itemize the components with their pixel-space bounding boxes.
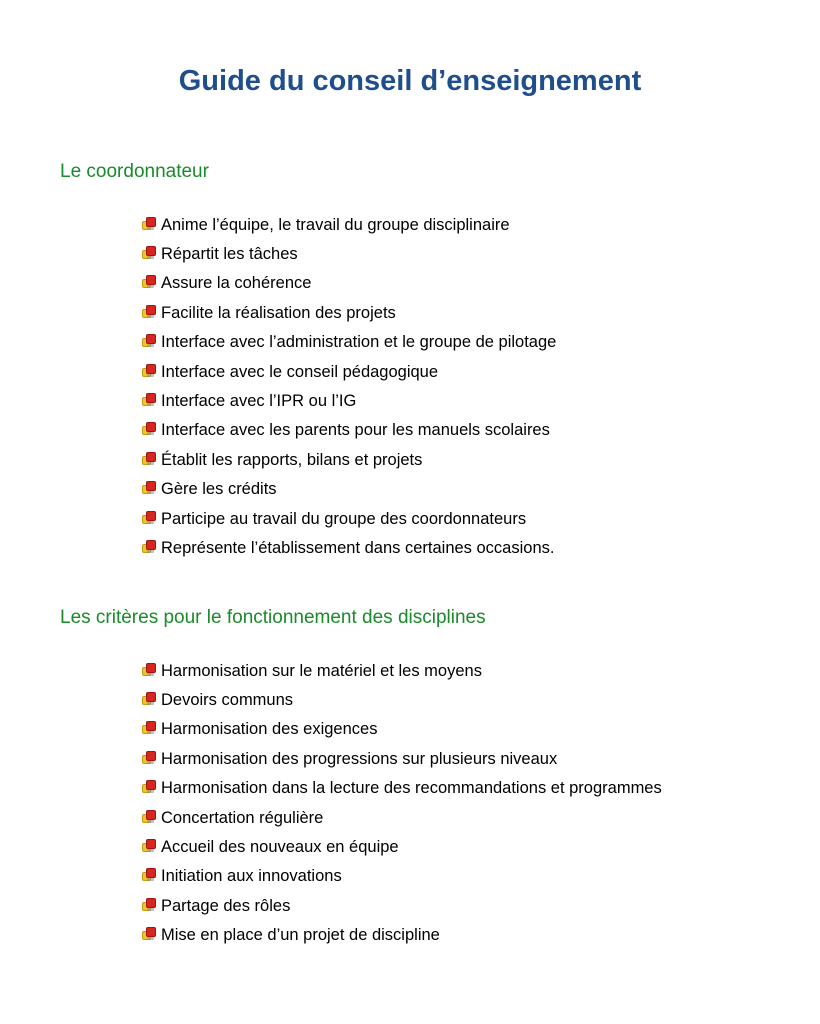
squares-bullet-icon [142, 780, 156, 794]
list-item-text: Interface avec l’administration et le groupe de pilotage [161, 333, 557, 352]
section-heading-coordonnateur: Le coordonnateur [60, 161, 209, 182]
squares-bullet-icon [142, 511, 156, 525]
list-item [142, 416, 556, 445]
list-item [142, 445, 556, 474]
squares-bullet-icon [142, 868, 156, 882]
list-item [142, 328, 556, 357]
squares-bullet-icon [142, 810, 156, 824]
list-item-text: Interface avec l’IPR ou l’IG [161, 392, 357, 411]
list-item-text: Anime l’équipe, le travail du groupe disciplinaire [161, 215, 510, 234]
section-heading-criteres: Les critères pour le fonctionnement des disciplines [60, 607, 486, 628]
list-item-text: Partage des rôles [161, 896, 291, 915]
list-item [142, 239, 556, 268]
squares-bullet-icon [142, 364, 156, 378]
list-item-text: Gère les crédits [161, 480, 277, 499]
list-item [142, 862, 662, 891]
list-item-text: Harmonisation sur le matériel et les moyens [161, 661, 482, 680]
list-item-text: Assure la cohérence [161, 274, 312, 293]
list-item-text: Harmonisation des exigences [161, 720, 378, 739]
squares-bullet-icon [142, 275, 156, 289]
list-item-text: Participe au travail du groupe des coordonnateurs [161, 509, 527, 528]
squares-bullet-icon [142, 452, 156, 466]
squares-bullet-icon [142, 217, 156, 231]
squares-bullet-icon [142, 481, 156, 495]
list-item [142, 269, 556, 298]
squares-bullet-icon [142, 663, 156, 677]
list-item-text: Initiation aux innovations [161, 867, 342, 886]
squares-bullet-icon [142, 334, 156, 348]
list-item [142, 832, 662, 861]
squares-bullet-icon [142, 540, 156, 554]
list-item-text: Harmonisation des progressions sur plusieurs niveaux [161, 749, 558, 768]
list-item [142, 715, 662, 744]
squares-bullet-icon [142, 305, 156, 319]
list-item-text: Interface avec les parents pour les manuels scolaires [161, 421, 550, 440]
criteres-list [142, 656, 662, 950]
list-item-text: Facilite la réalisation des projets [161, 303, 396, 322]
list-item-text: Accueil des nouveaux en équipe [161, 838, 399, 857]
list-item-text: Devoirs communs [161, 691, 294, 710]
squares-bullet-icon [142, 422, 156, 436]
squares-bullet-icon [142, 751, 156, 765]
list-item [142, 475, 556, 504]
list-item-text: Interface avec le conseil pédagogique [161, 362, 439, 381]
list-item-text: Représente l’établissement dans certaines occasions. [161, 538, 555, 557]
squares-bullet-icon [142, 927, 156, 941]
list-item [142, 357, 556, 386]
squares-bullet-icon [142, 839, 156, 853]
squares-bullet-icon [142, 692, 156, 706]
list-item-text: Concertation régulière [161, 808, 324, 827]
squares-bullet-icon [142, 393, 156, 407]
list-item [142, 533, 556, 562]
list-item [142, 921, 662, 950]
squares-bullet-icon [142, 721, 156, 735]
squares-bullet-icon [142, 246, 156, 260]
list-item [142, 656, 662, 685]
coordonnateur-list [142, 210, 556, 563]
list-item [142, 210, 556, 239]
list-item [142, 744, 662, 773]
list-item-text: Établit les rapports, bilans et projets [161, 450, 423, 469]
list-item [142, 891, 662, 920]
list-item [142, 298, 556, 327]
list-item [142, 386, 556, 415]
document-title: Guide du conseil d’enseignement [178, 65, 642, 97]
list-item [142, 685, 662, 714]
list-item-text: Harmonisation dans la lecture des recommandations et programmes [161, 779, 662, 798]
list-item-text: Mise en place d’un projet de discipline [161, 926, 440, 945]
squares-bullet-icon [142, 898, 156, 912]
list-item-text: Répartit les tâches [161, 245, 298, 264]
list-item [142, 774, 662, 803]
list-item [142, 504, 556, 533]
list-item [142, 803, 662, 832]
